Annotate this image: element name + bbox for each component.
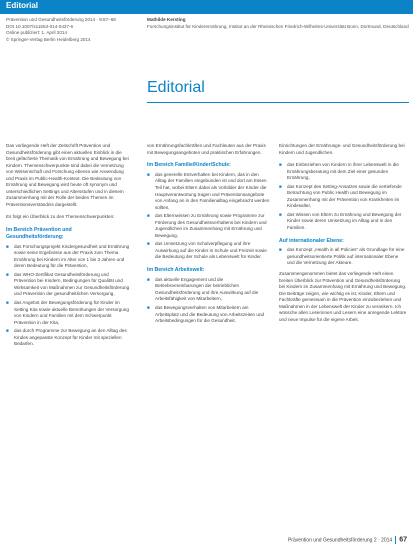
meta-line: Online publiziert: 1. April 2014 xyxy=(6,30,68,36)
bullet-icon: ■ xyxy=(279,162,282,168)
title-rule xyxy=(147,102,409,103)
bullet-icon: ■ xyxy=(147,304,150,310)
list-item xyxy=(279,247,407,267)
column-1 xyxy=(6,143,130,352)
closing-paragraph: Zusammengenommen bietet das vorliegende Heft einen breiten Überblick zur Prävention und Gesundheitsförderung bei Kindern im Zusammenhang mit Ernährung und Bewegung. Die Beiträge zeigen, wie wichtig es ist, Kinder, Eltern und Fachkräfte gemeinsam in die Prävention einzubeziehen und Maßnahmen in der Lebenswelt der Kinder zu verankern. Ich wünsche allen Leserinnen und Lesern eine anregende Lektüre und neue Impulse für die eigene Arbeit. xyxy=(279,271,407,322)
list-item-text: das Umsetzung von Schulverpflegung und ihre Auswirkung auf die Kinder in Schule und Freizeit sowie die Bedeutung der Schule als Lebenswelt für Kinder. xyxy=(155,241,267,260)
list-item-text: das Bewegungsverhalten von Mitarbeitern am Arbeitsplatz und die Bedeutung von Arbeitszeiten und Arbeitsbedingungen für die Gesundheit. xyxy=(155,304,265,324)
list-item xyxy=(6,328,130,348)
list-item xyxy=(147,213,271,239)
page-number: 67 xyxy=(399,536,407,544)
bullet-icon: ■ xyxy=(147,241,150,247)
list-item-text: das WHO-Zertifikat Gesundheitsförderung und Prävention bei Kindern, Bedingungen für Qualität und Wirksamkeit von Maßnahmen zur Gesundheitsförderung und Prävention der gesundheitlichen Versorgung, xyxy=(14,271,130,297)
bullet-icon: ■ xyxy=(6,299,9,305)
bullet-list xyxy=(147,277,271,325)
meta-line: Prävention und Gesundheitsförderung 2014 · 9:67–68 xyxy=(6,17,116,22)
bullet-icon: ■ xyxy=(6,243,9,249)
list-item xyxy=(6,272,130,298)
author-name: Mathilde Kersting xyxy=(147,17,186,22)
bullet-icon: ■ xyxy=(6,328,9,334)
author-block xyxy=(147,17,409,30)
author-affiliation: Forschungsinstitut für Kinderernährung, Institut an der Rheinischen Friedrich-Wilhelms-Universität Bonn, Dortmund, Deutschland xyxy=(147,23,409,29)
paragraph: Einrichtungen der Ernährungs- und Gesundheitsförderung bei Kindern und Jugendlichen. xyxy=(279,143,405,155)
list-item-text: das Einbeziehen von Kindern in ihrer Lebenswelt in die Ernährungsberatung mit dem Ziel einer gesunden Ernährung, xyxy=(287,162,399,181)
bullet-list xyxy=(279,247,407,267)
list-item-text: das Elternwissen zu Ernährung sowie Programme zur Förderung des Gesundheitsverhaltens bei Kindern und Jugendlichen im Zusammenhang mit Ernährung und Bewegung, xyxy=(155,213,267,238)
section-heading: Im Bereich Familie/Kinder/Schule: xyxy=(147,162,231,169)
list-item xyxy=(279,212,407,232)
list-item-text: das Wissen von Eltern zu Ernährung und Bewegung der Kinder sowie deren Umsetzung im Alltag und in den Familien. xyxy=(287,211,402,231)
paragraph: Es folgt ein Überblick zu den Themenschwerpunkten: xyxy=(6,214,115,220)
meta-line: DOI 10.1007/s11553-014-0437-6 xyxy=(6,23,74,29)
list-item-text: das aktuelle Engagement und die Betriebsvereinbarungen der betrieblichen Gesundheitsförderung und ihre Auswirkung auf die Arbeitsfähigkeit von Mitarbeitern, xyxy=(155,276,259,302)
bullet-icon: ■ xyxy=(147,213,150,219)
bullet-icon: ■ xyxy=(279,247,282,253)
section-heading: Im Bereich Prävention und Gesundheitsförderung: xyxy=(6,227,72,240)
section-label: Editorial xyxy=(6,1,39,10)
list-item xyxy=(279,184,407,210)
list-item-text: das durch Programme zur Bewegung an den Alltag des Kindes angepasste Konzept für Kinder mit speziellen Bedarfen. xyxy=(14,328,127,347)
bullet-icon: ■ xyxy=(279,211,282,217)
list-item xyxy=(147,172,271,211)
column-2 xyxy=(147,143,271,329)
bullet-icon: ■ xyxy=(279,183,282,189)
page-footer xyxy=(288,536,407,544)
paragraph: Das vorliegende Heft der Zeitschrift Prävention und Gesundheitsförderung gibt einen aktuellen Einblick in die breit gefächerte Thematik von Ernährung und Bewegung bei Kindern. Themenschwerpunkte sind dabei die Vernetzung von Wissenschaft und Forschung ebenso wie Anwendung und Praxis im Public-Health-Kontext. Die Bedeutung von Ernährung und Bewegung wird heute oft synonym und unterschiedlichen Settings und Altersstufen und in diesem Zusammenhang mit der Rolle der beiden Themen im Präventionsverständnis dargestellt. xyxy=(6,143,129,207)
bullet-list xyxy=(147,172,271,261)
column-3 xyxy=(279,143,407,329)
meta-line: © Springer-Verlag Berlin Heidelberg 2014 xyxy=(6,36,91,42)
list-item-text: das Konzept „Health in all Policies“ als Grundlage für eine gesundheitsorientierte Politik auf internationaler Ebene und die Vernetzung der Akteure. xyxy=(287,247,405,266)
article-title: Editorial xyxy=(147,79,205,96)
list-item-text: das Konzept des Setting-Ansatzes sowie die vertiefende Betrachtung von Public Health und Bewegung im Zusammenhang mit der Prävention von Krankheiten im Kindesalter, xyxy=(287,183,402,209)
bullet-icon: ■ xyxy=(147,276,150,282)
list-item xyxy=(147,305,271,325)
bullet-icon: ■ xyxy=(147,171,150,177)
bullet-list xyxy=(6,244,130,348)
paragraph: von Ernährungsfachkräften und Fachleuten aus der Praxis mit Bewegungsangeboten und praktischen Erfahrungen. xyxy=(147,143,266,155)
list-item-text: das Angebot der Bewegungsförderung für Kinder im Setting Kita sowie aktuelle Bemühungen der Versorgung von Kindern und Familien mit dem Schwerpunkt Prävention in der Kita, xyxy=(14,299,129,325)
section-heading: Im Bereich Arbeitswelt: xyxy=(147,267,205,273)
list-item-text: das generelle Essverhalten bei Kindern, das in den Alltag der Familien eingebunden ist und dort am Essen Teil hat, wobei Eltern dabei als Vorbilder der Kinder die Hauptverantwortung tragen und Präventionsangebote von Anfang an in den Familienalltag eingebracht werden sollten, xyxy=(155,171,270,210)
bullet-list xyxy=(279,162,407,231)
footer-journal: Prävention und Gesundheitsförderung 2 · 2014 xyxy=(287,537,393,544)
list-item xyxy=(147,277,271,303)
footer-divider xyxy=(395,536,396,544)
list-item-text: das Forschungsprojekt Kindergesundheit und Ernährung sowie seine Ergebnisse aus der Praxis zum Thema Ernährung bei Kindern im Alter von 1 bis 3 Jahren und deren Bedeutung für die Prävention, xyxy=(14,243,130,269)
section-heading: Auf internationaler Ebene: xyxy=(279,237,344,244)
list-item xyxy=(147,241,271,261)
list-item xyxy=(279,162,407,182)
section-header-bar xyxy=(0,0,413,14)
list-item xyxy=(6,300,130,326)
bullet-icon: ■ xyxy=(6,271,9,277)
list-item xyxy=(6,244,130,270)
